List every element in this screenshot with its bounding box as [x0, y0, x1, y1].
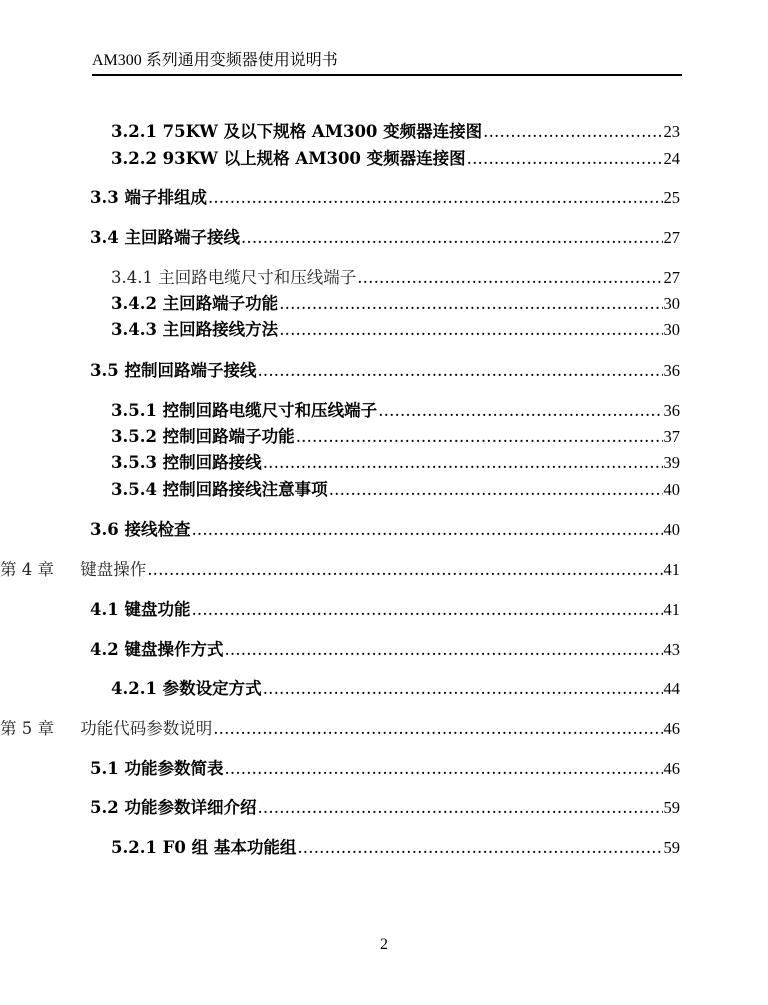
toc-entry-text: 5.2 功能参数详细介绍 — [90, 798, 257, 817]
toc-entry-text: 3.5.4 控制回路接线注意事项 — [111, 480, 328, 499]
toc-entry[interactable] — [90, 796, 680, 820]
toc-leader — [191, 518, 662, 542]
toc-entry-text: 4.2.1 参数设定方式 — [111, 679, 262, 698]
toc-entry-page: 59 — [663, 798, 680, 817]
toc-entry[interactable] — [90, 757, 680, 781]
toc-entry-text: 3.5 控制回路端子接线 — [90, 361, 257, 380]
toc-entry[interactable] — [111, 478, 680, 502]
toc-leader — [191, 598, 662, 622]
toc-entry[interactable] — [111, 836, 680, 860]
toc-entry[interactable] — [111, 399, 680, 423]
toc-entry-text: 第 5 章 功能代码参数说明 — [0, 719, 213, 738]
toc-entry-text: 4.1 键盘功能 — [90, 600, 191, 619]
toc-leader — [483, 120, 662, 144]
toc-leader — [263, 451, 663, 475]
toc-entry-page: 25 — [663, 188, 680, 207]
toc-entry-text: 4.2 键盘操作方式 — [90, 640, 224, 659]
toc-leader — [147, 558, 662, 582]
toc-entry-text: 3.4.1 主回路电缆尺寸和压线端子 — [111, 268, 357, 287]
toc-leader — [296, 425, 663, 449]
toc-entry-page: 24 — [663, 149, 680, 168]
toc-entry[interactable] — [111, 292, 680, 316]
toc-entry-text: 3.4.3 主回路接线方法 — [111, 320, 279, 339]
toc-entry[interactable] — [0, 558, 680, 582]
toc-entry-page: 44 — [663, 679, 680, 698]
toc-entry-text: 3.4.2 主回路端子功能 — [111, 294, 279, 313]
toc-entry[interactable] — [111, 425, 680, 449]
toc-entry-text: 3.2.2 93KW 以上规格 AM300 变频器连接图 — [111, 149, 466, 168]
page-number: 2 — [380, 936, 388, 953]
toc-leader — [213, 717, 662, 741]
toc-leader — [241, 226, 663, 250]
toc-entry[interactable] — [90, 186, 680, 210]
toc-leader — [257, 796, 662, 820]
toc-entry[interactable] — [111, 451, 680, 475]
toc-leader — [467, 147, 663, 171]
toc-leader — [357, 266, 662, 290]
toc-leader — [297, 836, 662, 860]
toc-entry-page: 46 — [663, 719, 680, 738]
toc-entry-page: 30 — [663, 320, 680, 339]
toc-entry-text: 3.2.1 75KW 及以下规格 AM300 变频器连接图 — [111, 122, 483, 141]
toc-entry[interactable] — [90, 359, 680, 383]
toc-entry-page: 46 — [663, 759, 680, 778]
toc-entry[interactable] — [90, 226, 680, 250]
toc-entry-page: 41 — [663, 600, 680, 619]
toc-entry[interactable] — [111, 266, 680, 290]
toc-entry[interactable] — [0, 717, 680, 741]
toc-leader — [263, 677, 663, 701]
toc-leader — [279, 292, 662, 316]
toc-entry-page: 30 — [663, 294, 680, 313]
toc-entry-page: 37 — [663, 427, 680, 446]
toc-leader — [257, 359, 662, 383]
toc-entry-page: 41 — [663, 560, 680, 579]
toc-entry[interactable] — [111, 318, 680, 342]
toc-leader — [329, 478, 663, 502]
toc-entry-text: 3.5.1 控制回路电缆尺寸和压线端子 — [111, 401, 378, 420]
toc-entry[interactable] — [90, 638, 680, 662]
toc-entry-page: 36 — [663, 361, 680, 380]
toc-entry-page: 23 — [663, 122, 680, 141]
toc-entry-page: 27 — [663, 268, 680, 287]
running-header — [92, 46, 682, 76]
toc-entry-text: 3.6 接线检查 — [90, 520, 191, 539]
toc-leader — [279, 318, 662, 342]
toc-entry-page: 59 — [663, 838, 680, 857]
toc-entry-text: 3.5.3 控制回路接线 — [111, 453, 262, 472]
toc-entry[interactable] — [111, 677, 680, 701]
toc-entry[interactable] — [90, 598, 680, 622]
toc-entry-page: 27 — [663, 228, 680, 247]
toc-entry-text: 5.1 功能参数简表 — [90, 759, 224, 778]
toc-entry-text: 3.4 主回路端子接线 — [90, 228, 240, 247]
toc-entry-page: 36 — [663, 401, 680, 420]
toc-leader — [224, 638, 662, 662]
toc-entry-page: 43 — [663, 640, 680, 659]
toc-entry-text: 5.2.1 F0 组 基本功能组 — [111, 838, 297, 857]
toc-entry[interactable] — [111, 120, 680, 144]
toc-entry-page: 40 — [663, 480, 680, 499]
toc-leader — [224, 757, 662, 781]
toc-entry[interactable] — [90, 518, 680, 542]
toc-leader — [378, 399, 662, 423]
toc-entry-page: 39 — [663, 453, 680, 472]
document-title: AM300 系列通用变频器使用说明书 — [92, 52, 338, 69]
toc-entry-text: 第 4 章 键盘操作 — [0, 560, 147, 579]
toc-leader — [208, 186, 663, 210]
toc-entry-page: 40 — [663, 520, 680, 539]
toc-entry-text: 3.5.2 控制回路端子功能 — [111, 427, 295, 446]
toc-entry-text: 3.3 端子排组成 — [90, 188, 207, 207]
toc-entry[interactable] — [111, 147, 680, 171]
